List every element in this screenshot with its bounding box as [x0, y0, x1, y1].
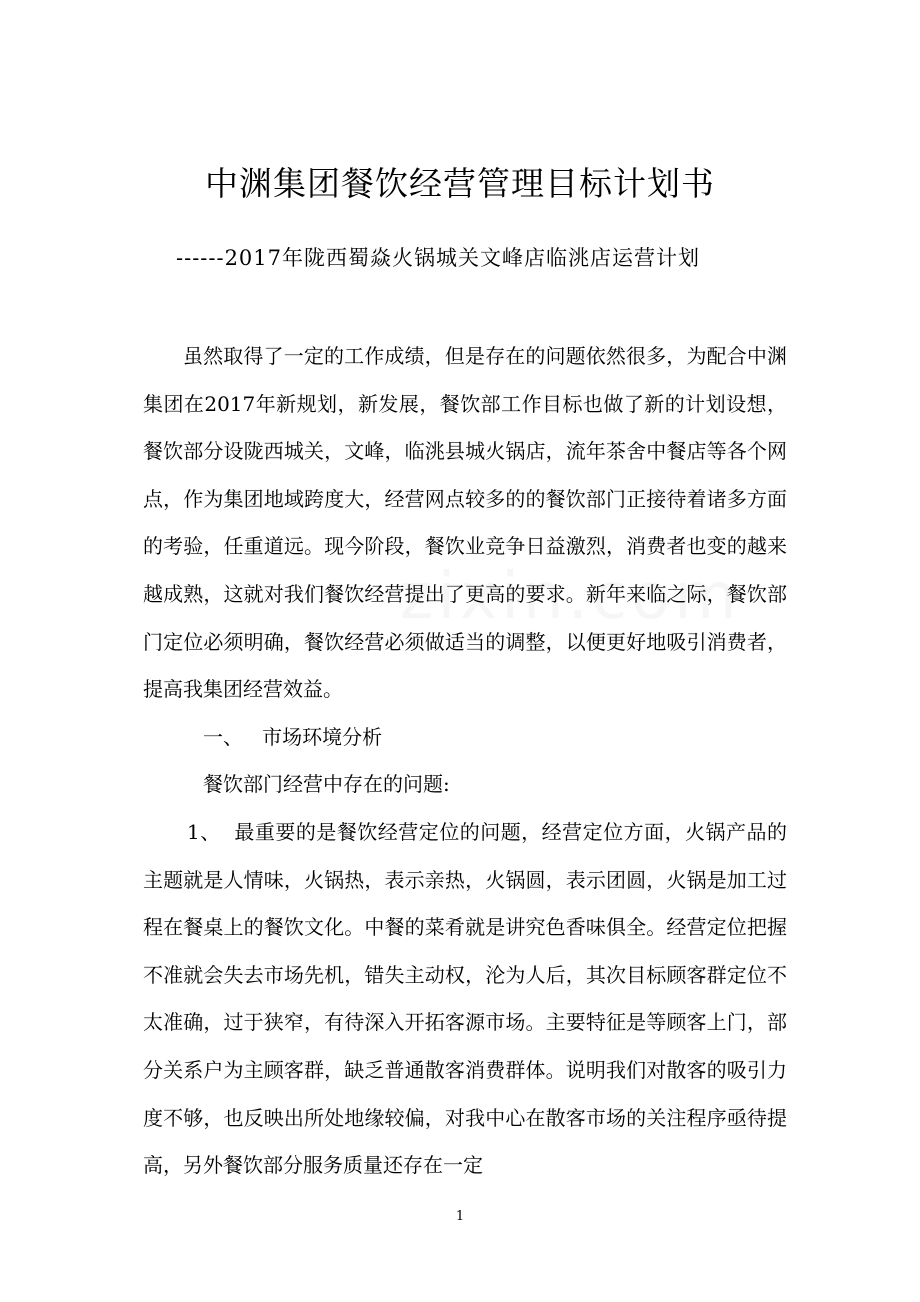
list-item-number: 1、: [187, 819, 221, 844]
document-title: 中渊集团餐饮经营管理目标计划书: [205, 164, 715, 203]
document-subtitle: ------2017年陇西蜀焱火锅城关文峰店临洮店运营计划: [176, 246, 701, 270]
list-item: [143, 809, 787, 1190]
intro-paragraph: 虽然取得了一定的工作成绩，但是存在的问题依然很多，为配合中渊集团在2017年新规划，新发展，餐饮部工作目标也做了新的计划设想，餐饮部分设陇西城关，文峰，临洮县城火锅店，流年茶舍中餐店等各个网点，作为集团地域跨度大，经营网点较多的的餐饮部门正接待着诸多方面的考验，任重道远。现今阶段，餐饮业竞争日益激烈，消费者也变的越来越成熟，这就对我们餐饮经营提出了更高的要求。新年来临之际，餐饮部门定位必须明确，餐饮经营必须做适当的调整，以便更好地吸引消费者，提高我集团经营效益。: [143, 344, 787, 702]
list-item-text: 最重要的是餐饮经营定位的问题，经营定位方面，火锅产品的主题就是人情味，火锅热，表示亲热，火锅圆，表示团圆，火锅是加工过程在餐桌上的餐饮文化。中餐的菜肴就是讲究色香味俱全。经营定位把握不准就会失去市场先机，错失主动权，沦为人后，其次目标顾客群定位不太准确，过于狭窄，有待深入开拓客源市场。主要特征是等顾客上门，部分关系户为主顾客群，缺乏普通散客消费群体。说明我们对散客的吸引力度不够，也反映出所处地缘较偏，对我中心在散客市场的关注程序亟待提高，另外餐饮部分服务质量还存在一定: [143, 819, 787, 1178]
section-title: 市场环境分析: [262, 724, 383, 749]
section-heading: [143, 714, 787, 762]
page-number: 1: [455, 1209, 465, 1224]
section-number: 一、: [203, 724, 243, 749]
problems-heading: 餐饮部门经营中存在的问题:: [203, 772, 450, 797]
document-body: [143, 333, 787, 1190]
